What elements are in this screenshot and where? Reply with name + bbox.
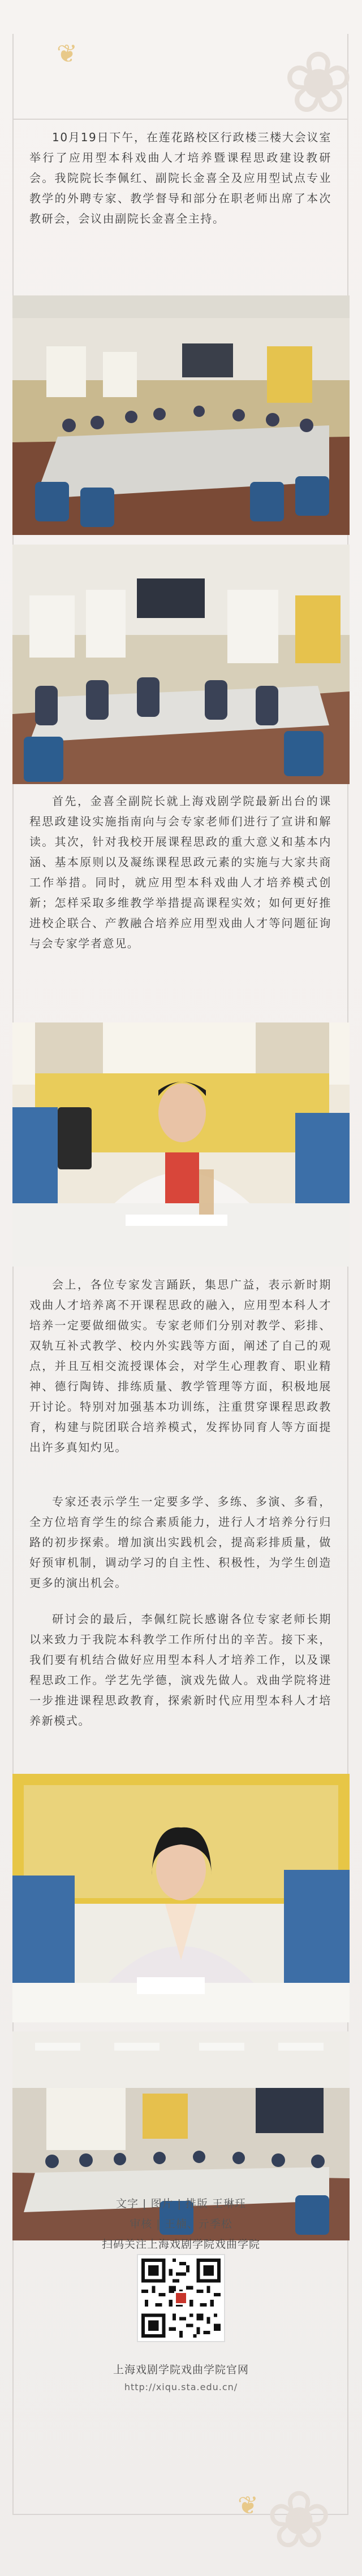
butterfly-icon-bottom: ❦	[238, 2491, 258, 2520]
site-name: 上海戏剧学院戏曲学院官网	[113, 2364, 249, 2376]
paragraph-experts: 专家还表示学生一定要多学、多练、多演、多看，全方位培育学生的综合素质能力，进行人才培养分行归路的初步探索。增加演出实践机会，提高彩排质量，做好预审机制，调动学习的自主性、积极性，为学生创造更多的演出机会。	[29, 1495, 331, 1590]
paragraph-closing: 研讨会的最后，李佩红院长感谢各位专家老师长期以来致力于我院本科教学工作所付出的辛苦。接下来，我们要有机结合做好应用型本科人才培养工作，以及课程思政工作。学艺先学德，演戏先做人。戏曲学院将进一步推进课程思政教育，探索新时代应用型本科人才培养新模式。	[29, 1612, 331, 1728]
credit-reviewers: 审核 | 王楠、亓季松	[130, 2218, 232, 2230]
ink-flower-ornament-top: ❀	[283, 34, 354, 132]
paragraph-briefing: 首先，金喜全副院长就上海戏剧学院最新出台的课程思政建设实施指南向与会专家老师们进行了宣讲和解读。其次，针对我校开展课程思政的重大意义和基本内涵、基本原则以及凝练课程思政元素的实施与大家共商工作举措。同时，就应用型本科戏曲人才培养模式创新；怎样采取多维教学举措提高课程实效；如何更好推进校企联合、产教融合培养应用型戏曲人才等问题征询与会专家学者意见。	[29, 794, 331, 950]
paragraph-intro: 10月19日下午，在莲花路校区行政楼三楼大会议室举行了应用型本科戏曲人才培养暨课程思政建设教研会。我院院长李佩红、副院长金喜全及应用型试点专业教学的外聘专家、教学督导和部分在职老师出席了本次教研会，会议由副院长金喜全主持。	[29, 130, 331, 225]
site-url[interactable]: http://xiqu.sta.edu.cn/	[124, 2382, 238, 2392]
meeting-room-photo-1	[12, 295, 350, 535]
butterfly-icon-top: ❦	[57, 40, 77, 68]
ink-flower-ornament-bottom: ❀	[266, 2474, 333, 2566]
paragraph-discussion: 会上，各位专家发言踊跃，集思广益，表示新时期戏曲人才培养离不开课程思政的融入，应用型本科人才培养一定要做细做实。专家老师们分别对教学、彩排、双轨互补式教学、校内外实践等方面，阐述了自己的观点，并且互相交流授课体会，对学生心理教育、职业精神、德行陶铸、排练质量、教学管理等方面，积极地展开讨论。特别对加强基本功训练，注重贯穿课程思政教育，构建与院团联合培养模式，发挥协同育人等方面提出许多真知灼见。	[29, 1278, 331, 1454]
meeting-room-photo-2	[12, 545, 350, 784]
qr-caption: 扫码关注上海戏剧学院戏曲学院	[101, 2238, 260, 2251]
speaker-photo-woman	[12, 1774, 350, 2022]
credit-author: 文字 | 图片 | 排版 王琳珏	[115, 2198, 246, 2210]
speaker-photo-man	[12, 1022, 350, 1267]
qr-code[interactable]	[137, 2254, 225, 2342]
